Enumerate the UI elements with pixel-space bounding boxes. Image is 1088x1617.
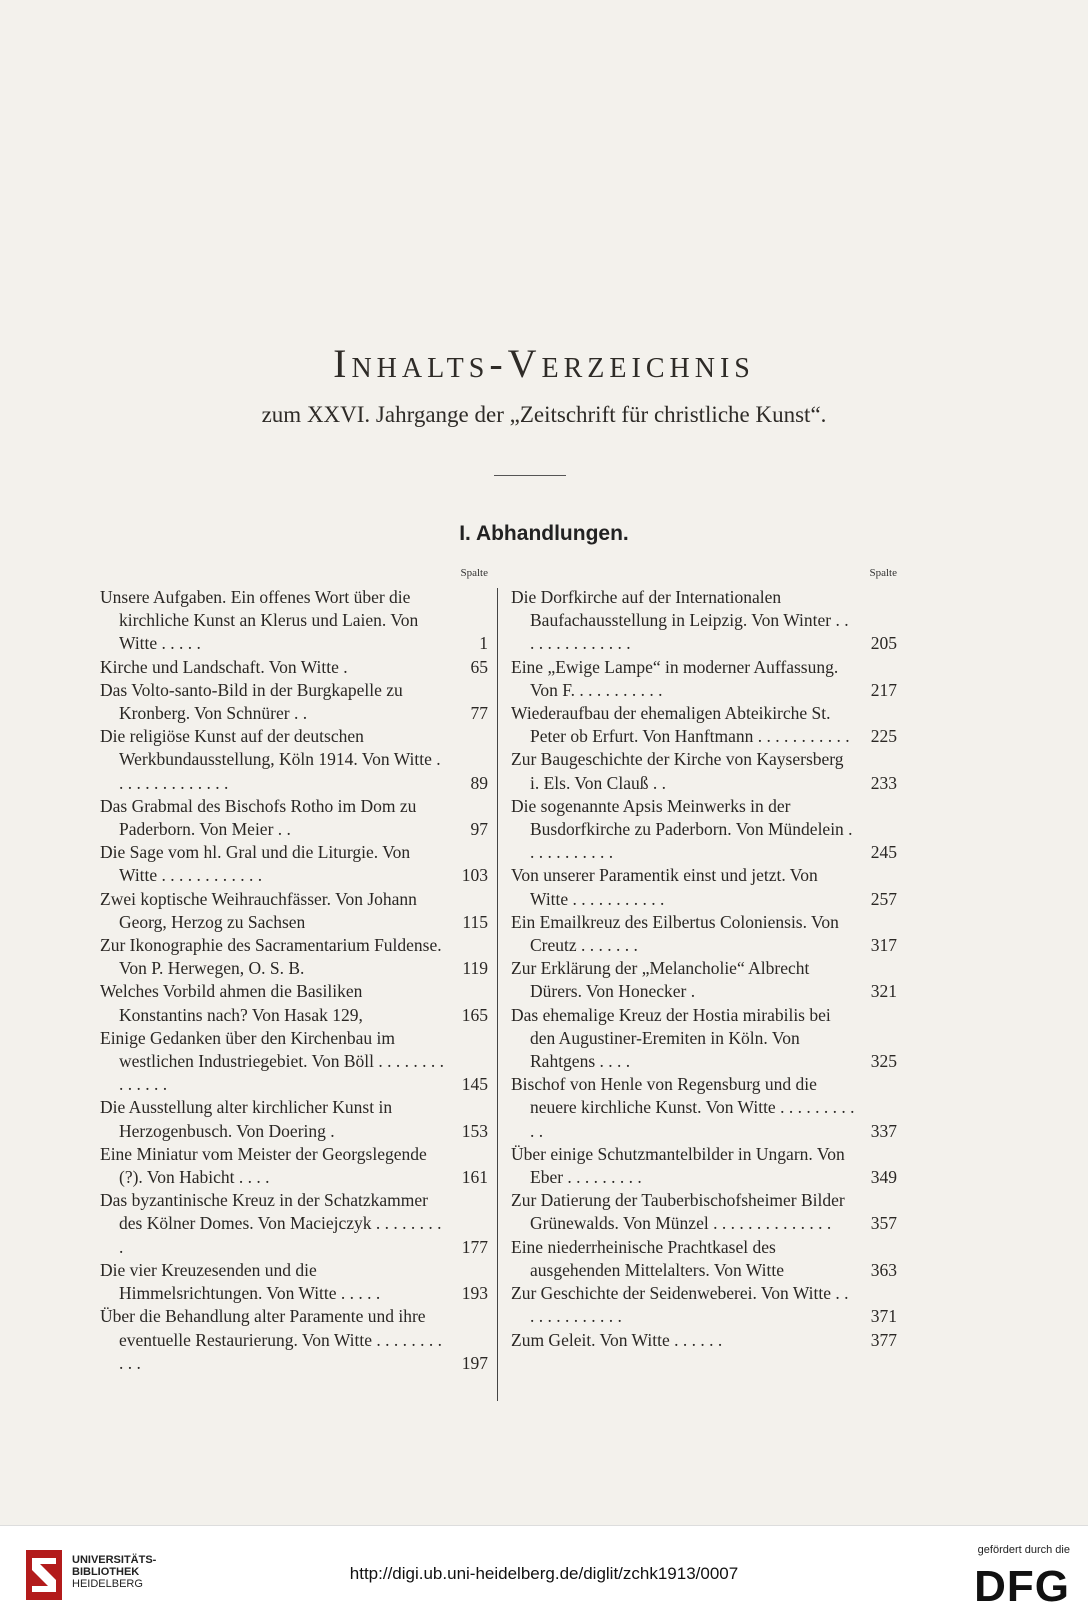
entry-page-number: 337 bbox=[870, 1120, 897, 1141]
toc-entry bbox=[100, 1305, 488, 1375]
toc-entry bbox=[511, 864, 897, 910]
entry-page-number: 103 bbox=[461, 865, 488, 886]
toc-entry bbox=[511, 1189, 897, 1235]
entry-page-number: 377 bbox=[870, 1329, 897, 1350]
permalink-url[interactable]: http://digi.ub.uni-heidelberg.de/diglit/zchk1913/0007 bbox=[349, 1564, 739, 1583]
page-subtitle: zum XXVI. Jahrgange der „Zeitschrift für christliche Kunst“. bbox=[261, 402, 827, 427]
entry-page-number: 193 bbox=[461, 1283, 488, 1304]
column-divider bbox=[497, 588, 498, 1401]
toc-entry bbox=[100, 1027, 488, 1097]
entry-page-number: 65 bbox=[470, 656, 488, 677]
title-rule bbox=[494, 475, 566, 476]
entry-page-number: 1 bbox=[479, 633, 488, 654]
entry-page-number: 161 bbox=[461, 1167, 488, 1188]
toc-column-left bbox=[100, 566, 488, 1375]
entry-page-number: 317 bbox=[870, 935, 897, 956]
toc-entry bbox=[100, 795, 488, 841]
toc-entry bbox=[100, 586, 488, 656]
toc-entry bbox=[511, 748, 897, 794]
entry-title: Ein Emailkreuz des Eilbertus Coloniensis. Von Creutz . . . . . . . bbox=[511, 911, 839, 956]
entry-page-number: 177 bbox=[461, 1236, 488, 1257]
toc-entry bbox=[100, 679, 488, 725]
entry-page-number: 205 bbox=[870, 633, 897, 654]
entry-list-right bbox=[511, 586, 897, 1352]
entry-page-number: 217 bbox=[870, 679, 897, 700]
toc-entry bbox=[100, 980, 488, 1026]
entry-title: Zur Datierung der Tauberbischofsheimer Bilder Grünewalds. Von Münzel . . . . . . . . . . . . . . bbox=[511, 1190, 845, 1234]
toc-entry bbox=[100, 888, 488, 934]
toc-entry bbox=[511, 1236, 897, 1282]
toc-entry bbox=[511, 911, 897, 957]
entry-title: Über die Behandlung alter Paramente und ihre eventuelle Restaurierung. Von Witte . . . . . . . . . . . bbox=[100, 1306, 442, 1373]
entry-page-number: 153 bbox=[461, 1120, 488, 1141]
toc-entry bbox=[100, 1189, 488, 1259]
entry-title: Kirche und Landschaft. Von Witte . bbox=[100, 656, 348, 677]
entry-title: Das byzantinische Kreuz in der Schatzkammer des Kölner Domes. Von Maciejczyk . . . . . . . . . bbox=[100, 1190, 442, 1257]
entry-title: Zwei koptische Weihrauchfässer. Von Johann Georg, Herzog zu Sachsen bbox=[100, 888, 417, 932]
entry-title: Zur Baugeschichte der Kirche von Kaysersberg i. Els. Von Clauß . . bbox=[511, 749, 844, 793]
entry-title: Die vier Kreuzesenden und die Himmelsrichtungen. Von Witte . . . . . bbox=[100, 1259, 381, 1304]
toc-entry bbox=[100, 1096, 488, 1142]
entry-page-number: 371 bbox=[870, 1306, 897, 1327]
section-heading: I. Abhandlungen. bbox=[459, 522, 629, 545]
toc-entry bbox=[100, 656, 488, 679]
entry-page-number: 245 bbox=[870, 842, 897, 863]
toc-entry bbox=[100, 725, 488, 795]
entry-list-left bbox=[100, 586, 488, 1375]
toc-entry bbox=[511, 586, 897, 656]
toc-entry bbox=[100, 1259, 488, 1305]
toc-entry bbox=[511, 1073, 897, 1143]
entry-page-number: 89 bbox=[470, 772, 488, 793]
toc-entry bbox=[100, 1143, 488, 1189]
toc-entry bbox=[511, 702, 897, 748]
toc-entry bbox=[100, 841, 488, 887]
entry-page-number: 257 bbox=[870, 888, 897, 909]
toc-entry bbox=[100, 934, 488, 980]
toc-entry bbox=[511, 795, 897, 865]
toc-entry bbox=[511, 1143, 897, 1189]
entry-title: Zur Erklärung der „Melancholie“ Albrecht Dürers. Von Honecker . bbox=[511, 958, 810, 1002]
entry-page-number: 357 bbox=[870, 1213, 897, 1234]
dfg-logo: DFG bbox=[974, 1562, 1070, 1611]
entry-page-number: 77 bbox=[470, 703, 488, 724]
library-line-3: HEIDELBERG bbox=[72, 1578, 143, 1590]
entry-title: Von unserer Paramentik einst und jetzt. Von Witte . . . . . . . . . . . bbox=[511, 865, 818, 909]
entry-title: Das Volto-santo-Bild in der Burgkapelle zu Kronberg. Von Schnürer . . bbox=[100, 679, 403, 724]
toc-column-right bbox=[511, 566, 897, 1352]
entry-page-number: 97 bbox=[470, 819, 488, 840]
entry-title: Unsere Aufgaben. Ein offenes Wort über die kirchliche Kunst an Klerus und Laien. Von Witte . . . . . bbox=[100, 587, 419, 654]
entry-title: Zum Geleit. Von Witte . . . . . . bbox=[511, 1329, 723, 1350]
entry-page-number: 233 bbox=[870, 772, 897, 793]
funded-by-label: gefördert durch die bbox=[977, 1544, 1070, 1556]
entry-title: Zur Geschichte der Seidenweberei. Von Witte . . . . . . . . . . . . . bbox=[511, 1283, 849, 1327]
toc-entry bbox=[511, 957, 897, 1003]
entry-title: Die Sage vom hl. Gral und die Liturgie. Von Witte . . . . . . . . . . . . bbox=[100, 842, 411, 886]
entry-page-number: 325 bbox=[870, 1051, 897, 1072]
entry-page-number: 145 bbox=[461, 1074, 488, 1095]
entry-title: Zur Ikonographie des Sacramentarium Fuldense. Von P. Herwegen, O. S. B. bbox=[100, 935, 442, 979]
viewer-footer bbox=[0, 1525, 1088, 1617]
entry-title: Die sogenannte Apsis Meinwerks in der Busdorfkirche zu Paderborn. Von Mündelein . . . . . . . . . . . bbox=[511, 795, 853, 863]
toc-entry bbox=[511, 656, 897, 702]
page-title: Inhalts-Verzeichnis bbox=[333, 341, 755, 386]
column-header: Spalte bbox=[460, 567, 488, 579]
entry-page-number: 115 bbox=[462, 911, 488, 932]
entry-page-number: 119 bbox=[462, 958, 488, 979]
library-line-2: BIBLIOTHEK bbox=[72, 1566, 140, 1578]
entry-title: Eine Miniatur vom Meister der Georgslegende (?). Von Habicht . . . . bbox=[100, 1143, 427, 1188]
entry-title: Welches Vorbild ahmen die Basiliken Konstantins nach? Von Hasak 129, bbox=[100, 981, 363, 1025]
entry-page-number: 363 bbox=[870, 1259, 897, 1280]
entry-title: Die Ausstellung alter kirchlicher Kunst in Herzogenbusch. Von Doering . bbox=[100, 1097, 393, 1141]
entry-page-number: 225 bbox=[870, 726, 897, 747]
entry-title: Die religiöse Kunst auf der deutschen Werkbundausstellung, Köln 1914. Von Witte . . . . . . . . . . . . . . bbox=[100, 726, 441, 793]
entry-title: Eine niederrheinische Prachtkasel des ausgehenden Mittelalters. Von Witte bbox=[511, 1236, 784, 1280]
entry-page-number: 165 bbox=[461, 1004, 488, 1025]
entry-page-number: 197 bbox=[461, 1352, 488, 1373]
entry-page-number: 321 bbox=[870, 981, 897, 1002]
entry-title: Das ehemalige Kreuz der Hostia mirabilis bei den Augustiner-Eremiten in Köln. Von Rahtgens . . . . bbox=[511, 1004, 831, 1072]
entry-title: Bischof von Henle von Regensburg und die neuere kirchliche Kunst. Von Witte . . . . . . . . . . . bbox=[511, 1074, 855, 1141]
toc-entry bbox=[511, 1329, 897, 1352]
entry-title: Über einige Schutzmantelbilder in Ungarn. Von Eber . . . . . . . . . bbox=[511, 1143, 845, 1188]
entry-title: Die Dorfkirche auf der Internationalen Baufachausstellung in Leipzig. Von Winter . . . . . . . . . . . . . . bbox=[511, 587, 849, 654]
entry-page-number: 349 bbox=[870, 1167, 897, 1188]
library-line-1: UNIVERSITÄTS- bbox=[72, 1554, 157, 1566]
entry-title: Einige Gedanken über den Kirchenbau im westlichen Industriegebiet. Von Böll . . . . . . . . . . . . . . bbox=[100, 1027, 445, 1095]
toc-entry bbox=[511, 1282, 897, 1328]
column-header: Spalte bbox=[869, 567, 897, 579]
toc-entry bbox=[511, 1004, 897, 1074]
entry-title: Eine „Ewige Lampe“ in moderner Auffassung. Von F. . . . . . . . . . . bbox=[511, 656, 839, 700]
entry-title: Wiederaufbau der ehemaligen Abteikirche St. Peter ob Erfurt. Von Hanftmann . . . . . . . . . . . bbox=[511, 703, 850, 747]
entry-title: Das Grabmal des Bischofs Rotho im Dom zu Paderborn. Von Meier . . bbox=[100, 795, 417, 840]
